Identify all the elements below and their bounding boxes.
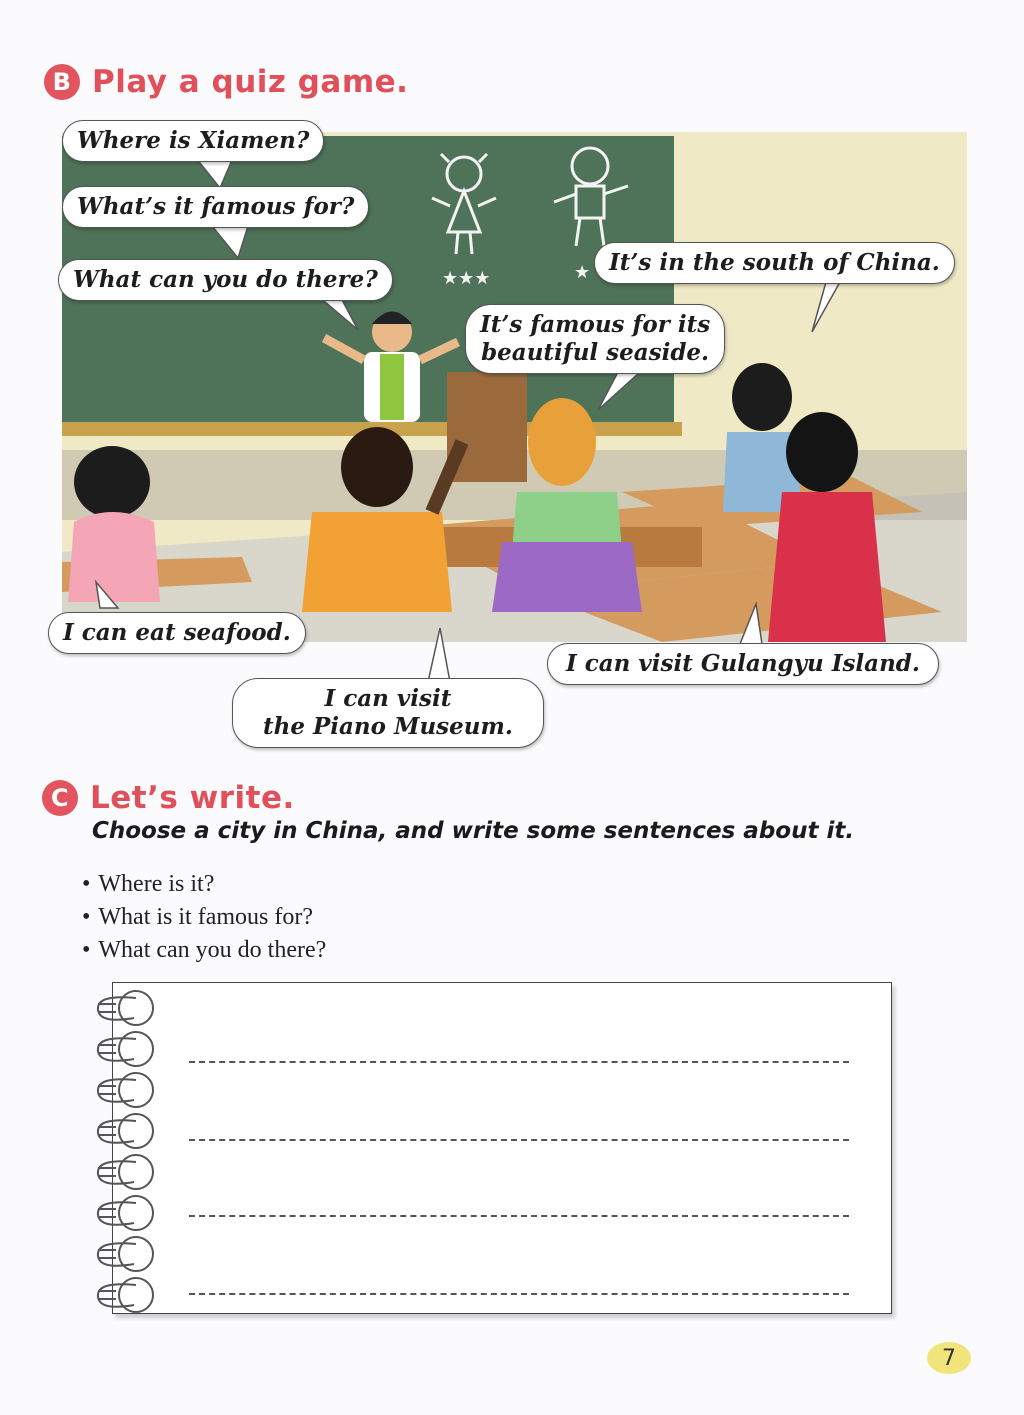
student-girl-left (68, 446, 160, 602)
writing-line-4[interactable] (189, 1293, 849, 1295)
bubble-gulangyu-island: I can visit Gulangyu Island. (547, 643, 939, 685)
page-number: 7 (927, 1342, 971, 1374)
bubble-where-is-xiamen: Where is Xiamen? (62, 120, 324, 162)
chalk-stars-left: ★★★ (442, 268, 491, 289)
prompt-text: Where is it? (98, 871, 215, 897)
bubble-whats-it-famous-for: What’s it famous for? (62, 186, 369, 228)
prompt-item: • What is it famous for? (82, 904, 314, 930)
section-c-badge: C (42, 780, 78, 816)
bubble-piano-museum-line2: the Piano Museum. (263, 713, 513, 740)
bubble-south-of-china: It’s in the south of China. (594, 242, 955, 284)
prompt-list (82, 868, 326, 967)
bubble-piano-museum-line1: I can visit (324, 685, 452, 712)
prompt-text: What can you do there? (98, 937, 327, 963)
writing-line-3[interactable] (189, 1215, 849, 1217)
bubble-famous-seaside (465, 304, 725, 374)
prompt-item: • What can you do there? (82, 937, 327, 963)
prompt-text: What is it famous for? (98, 904, 314, 930)
bubble-famous-seaside-line2: beautiful seaside. (481, 339, 710, 366)
chalk-star-right: ★ (574, 262, 591, 283)
bubble-eat-seafood: I can eat seafood. (48, 612, 306, 654)
section-b-heading (44, 64, 408, 100)
notebook-spiral-rings (86, 990, 166, 1320)
bubble-what-can-you-do-there: What can you do there? (58, 259, 393, 301)
section-c-title: Let’s write. (90, 780, 295, 816)
bubble-piano-museum (232, 678, 544, 748)
section-b-badge: B (44, 64, 80, 100)
notebook-writing-area (112, 982, 892, 1314)
writing-line-2[interactable] (189, 1139, 849, 1141)
section-c-heading (42, 780, 295, 816)
prompt-item: • Where is it? (82, 871, 215, 897)
section-b-title: Play a quiz game. (92, 64, 409, 100)
writing-instruction: Choose a city in China, and write some sentences about it. (92, 818, 855, 844)
bubble-famous-seaside-line1: It’s famous for its (480, 311, 711, 338)
writing-line-1[interactable] (189, 1061, 849, 1063)
